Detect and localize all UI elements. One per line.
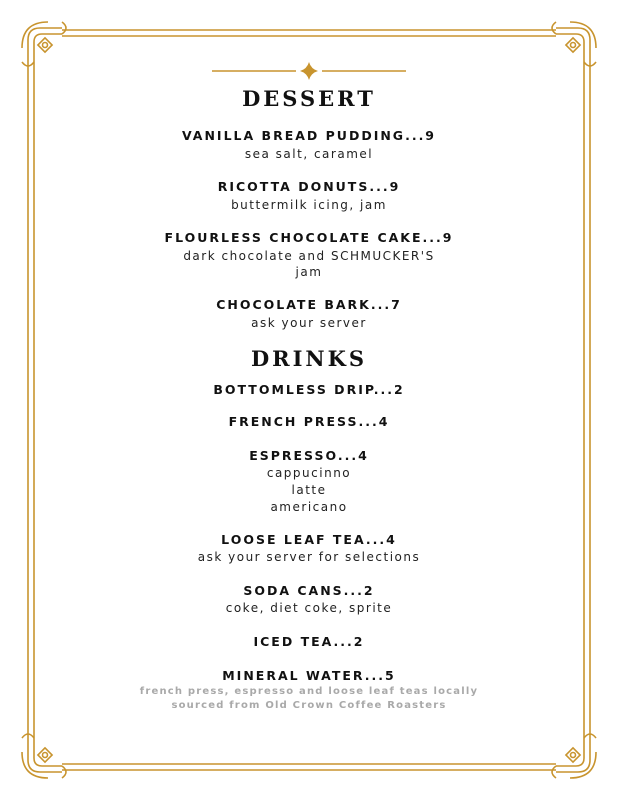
menu-item-name: BOTTOMLESS DRIP...2: [213, 382, 405, 397]
menu-item-option: cappucinno: [266, 466, 352, 480]
menu-item-desc: dark chocolate and SCHMUCKER'S: [183, 249, 435, 263]
menu-item-name: SODA CANS...2: [243, 583, 375, 598]
menu-item-option: latte: [291, 483, 327, 497]
drinks-title: DRINKS: [250, 346, 368, 371]
menu-item-desc: jam: [295, 265, 323, 279]
menu-item-name: ESPRESSO...4: [249, 448, 369, 463]
menu-item-name: LOOSE LEAF TEA...4: [221, 532, 397, 547]
dessert-title: DESSERT: [242, 86, 376, 111]
menu-item-name: FLOURLESS CHOCOLATE CAKE...9: [164, 230, 454, 245]
menu-item-desc: ask your server for selections: [197, 550, 421, 564]
menu-item-name: FRENCH PRESS...4: [228, 414, 390, 429]
menu-item-name: ICED TEA...2: [253, 634, 365, 649]
menu-item-name: RICOTTA DONUTS...9: [217, 179, 401, 194]
menu-item-option: americano: [270, 500, 348, 514]
menu-item-name: CHOCOLATE BARK...7: [216, 297, 402, 312]
four-point-star-icon: [300, 62, 318, 80]
star-divider: [0, 60, 618, 82]
menu-item-desc: sea salt, caramel: [244, 147, 374, 161]
menu-item-desc: coke, diet coke, sprite: [225, 601, 393, 615]
menu-item-desc: buttermilk icing, jam: [231, 198, 387, 212]
menu-item-name: MINERAL WATER...5: [222, 668, 396, 683]
footer-note-line: sourced from Old Crown Coffee Roasters: [171, 700, 447, 711]
footer-note-line: french press, espresso and loose leaf teas locally: [139, 686, 479, 697]
menu-item-desc: ask your server: [251, 316, 367, 330]
menu-item-name: VANILLA BREAD PUDDING...9: [181, 128, 437, 143]
